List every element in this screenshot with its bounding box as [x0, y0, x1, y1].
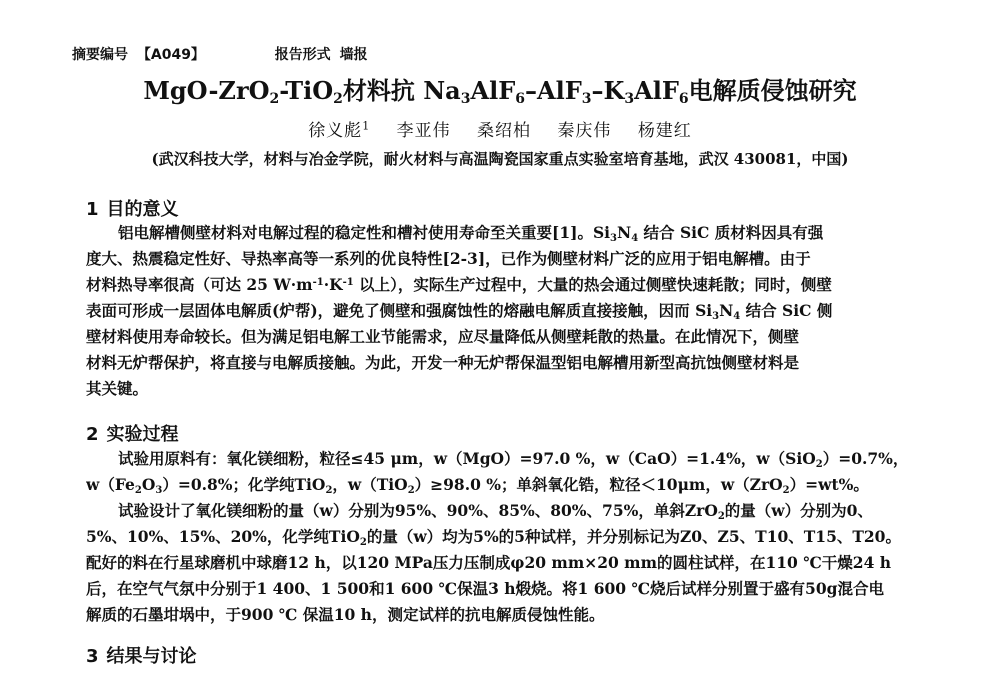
paper-title: MgO-ZrO$_2$-TiO$_2$材料抗 $Na_3AlF_6-AlF_3-K_3AlF_6$电解质侵蚀研究	[143, 76, 857, 107]
report-label: 报告形式	[274, 47, 331, 63]
author-name: 徐义彪$^1$	[308, 119, 371, 141]
abstract-meta	[72, 44, 372, 64]
author-name: 李亚伟	[396, 121, 451, 141]
section-heading: 3 结果与讨论	[86, 646, 197, 667]
author-name: 秦庆伟	[557, 121, 612, 141]
affiliation: (武汉科技大学，材料与冶金学院，耐火材料与高温陶瓷国家重点实验室培育基地，武汉 430081，中国)	[151, 150, 849, 168]
section-1-body: 铝电解槽侧壁材料对电解过程的稳定性和槽衬使用寿命至关重要[1]。$Si_3N_4$ 结合 SiC 质材料因具有强 度大、热震稳定性好、导热率高等一系列的优良特性[2-3]，已作为侧壁材料广泛的应用于铝电解槽。由于 材料热导率很高（可达 25 $W\cdot m^{-1}\cdot K^{-1}$ 以上），实际生产过程中，大量的热会通过侧壁快速耗散；同时，侧壁 表面可形成一层固体电解质(炉帮)，避免了侧壁和强腐蚀性的熔融电解质直接接触，因而 $Si_3N_4$ 结合 SiC 侧 壁材料使用寿命较长。但为满足铝电解工业节能需求，应尽量降低从侧壁耗散的热量。在此情况下，侧壁 材料无炉帮保护，将直接与电解质接触。为此，开发一种无炉帮保温型铝电解槽用新型高抗蚀侧壁材料是 其关键。	[86, 223, 833, 398]
section-heading: 1 目的意义	[86, 199, 179, 220]
author-name: 杨建红	[637, 121, 692, 141]
abstract-id: 【A049】	[136, 47, 205, 63]
abstract-label: 摘要编号	[72, 47, 128, 63]
author-name: 桑绍柏	[477, 121, 531, 141]
author-list	[0, 116, 1000, 141]
report-type: 墙报	[339, 47, 368, 63]
section-2-body: 试验用原料有：氧化镁细粉，粒径≤45 μm，w（MgO）=97.0 %，w（CaO）=1.4%，w（SiO$_2$）=0.7%， $w(Fe_2O_3)=0.8\%$；化学纯TiO$_2$，w（TiO$_2$）≥98.0 %；单斜氧化锆，粒径＜10μm，w（ZrO$_2$）=wt%。 试验设计了氧化镁细粉的量（w）分别为95%、90%、85%、80%、75%，单斜ZrO$_2$的量（w）分别为0、 5%、10%、15%、20%，化学纯TiO$_2$的量（w）均为5%的5种试样，并分别标记为Z0、Z5、T10、T15、T20。 配好的料在行星球磨机中球磨12 h，以120 MPa压力压制成φ20 mm×20 mm的圆柱试样，在110 ℃干燥24 h 后，在空气气氛中分别于1 400、1 500和1 600 ℃保温3 h煅烧。将1 600 ℃烧后试样分别置于盛有50g混合电 解质的石墨坩埚中，于900 ℃ 保温10 h，测定试样的抗电解质侵蚀性能。	[86, 449, 909, 624]
section-heading: 2 实验过程	[86, 424, 179, 445]
